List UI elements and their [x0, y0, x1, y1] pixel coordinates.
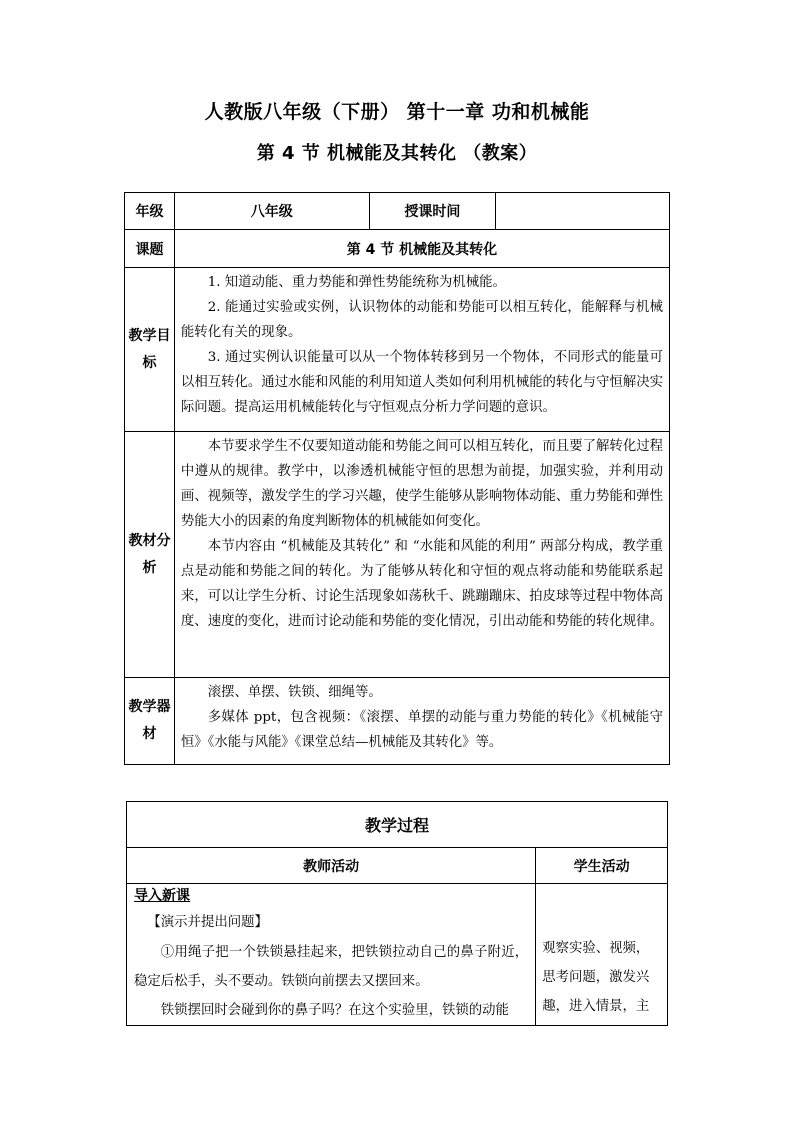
- analysis-row: [125, 432, 670, 678]
- analysis-label: 教材分析: [125, 432, 175, 678]
- process-header-row: [127, 848, 668, 884]
- time-label: 授课时间: [369, 193, 496, 230]
- analysis-paragraph: 本节要求学生不仅要知道动能和势能之间可以相互转化，而且要了解转化过程中遵从的规律。教学中，以渗透机械能守恒的思想为前提，加强实验，并利用动画、视频等，激发学生的学习兴趣，使学生能够从影响物体动能、重力势能和弹性势能大小的因素的角度判断物体的机械能如何变化。: [180, 439, 663, 529]
- teacher-paragraph: 铁锁摆回时会碰到你的鼻子吗？在这个实验里，铁锁的动能: [160, 1003, 509, 1018]
- equipment-label: 教学器材: [125, 678, 175, 765]
- student-line: 趣，进入情景，主: [542, 999, 650, 1014]
- process-content-row: [127, 884, 668, 1026]
- document-subtitle: 第 4 节 机械能及其转化 （教案）: [256, 143, 538, 164]
- teacher-activity-header: 教师活动: [127, 848, 536, 884]
- goals-row: [125, 268, 670, 432]
- document-title: 人教版八年级（下册） 第十一章 功和机械能: [204, 101, 590, 123]
- time-value: [496, 193, 670, 230]
- student-line: 思考问题，激发兴: [542, 970, 650, 985]
- goal-item: 3. 通过实例认识能量可以从一个物体转移到另一个物体，不同形式的能量可以相互转化。通过水能和风能的利用知道人类如何利用机械能的转化与守恒解决实际问题。提高运用机械能转化与守恒观点分析力学问题的意识。: [180, 350, 663, 415]
- equipment-item: 滚摆、单摆、铁锁、细绳等。: [207, 685, 382, 700]
- teacher-activity-cell: [127, 884, 536, 1026]
- process-title: 教学过程: [127, 802, 668, 848]
- analysis-paragraph: 本节内容由 “机械能及其转化” 和 “水能和风能的利用” 两部分构成，教学重点是动能和势能之间的转化。为了能够从转化和守恒的观点将动能和势能联系起来，可以让学生分析、讨论生活现象如荡秋千、跳蹦蹦床、拍皮球等过程中物体高度、速度的变化，进而讨论动能和势能的变化情况，引出动能和势能的转化规律。: [180, 539, 663, 629]
- goal-item: 2. 能通过实验或实例，认识物体的动能和势能可以相互转化，能解释与机械能转化有关的现象。: [180, 300, 663, 340]
- equipment-row: [125, 678, 670, 765]
- teacher-paragraph: ①用绳子把一个铁锁悬挂起来，把铁锁拉动自己的鼻子附近，稳定后松手，头不要动。铁锁向前摆去又摆回来。: [134, 945, 529, 989]
- topic-value: 第 4 节 机械能及其转化: [174, 230, 669, 268]
- teaching-process-table: [126, 801, 668, 1026]
- grade-label: 年级: [125, 193, 175, 230]
- lesson-info-table: [124, 192, 670, 765]
- section-title: 导入新课: [134, 888, 190, 904]
- student-line: 观察实验、视频，: [542, 941, 650, 956]
- topic-label: 课题: [125, 230, 175, 268]
- process-title-row: [127, 802, 668, 848]
- demo-heading: 【演示并提出问题】: [147, 915, 268, 930]
- grade-value: 八年级: [174, 193, 369, 230]
- goals-label: 教学目标: [125, 268, 175, 432]
- equipment-content: [174, 678, 669, 765]
- analysis-content: [174, 432, 669, 678]
- student-activity-cell: [536, 884, 668, 1026]
- goals-content: [174, 268, 669, 432]
- equipment-item: 多媒体 ppt，包含视频：《滚摆、单摆的动能与重力势能的转化》《机械能守恒》《水能与风能》《课堂总结—机械能及其转化》等。: [180, 710, 663, 750]
- grade-row: [125, 193, 670, 230]
- student-activity-header: 学生活动: [536, 848, 668, 884]
- goal-item: 1. 知道动能、重力势能和弹性势能统称为机械能。: [207, 275, 506, 290]
- topic-row: [125, 230, 670, 268]
